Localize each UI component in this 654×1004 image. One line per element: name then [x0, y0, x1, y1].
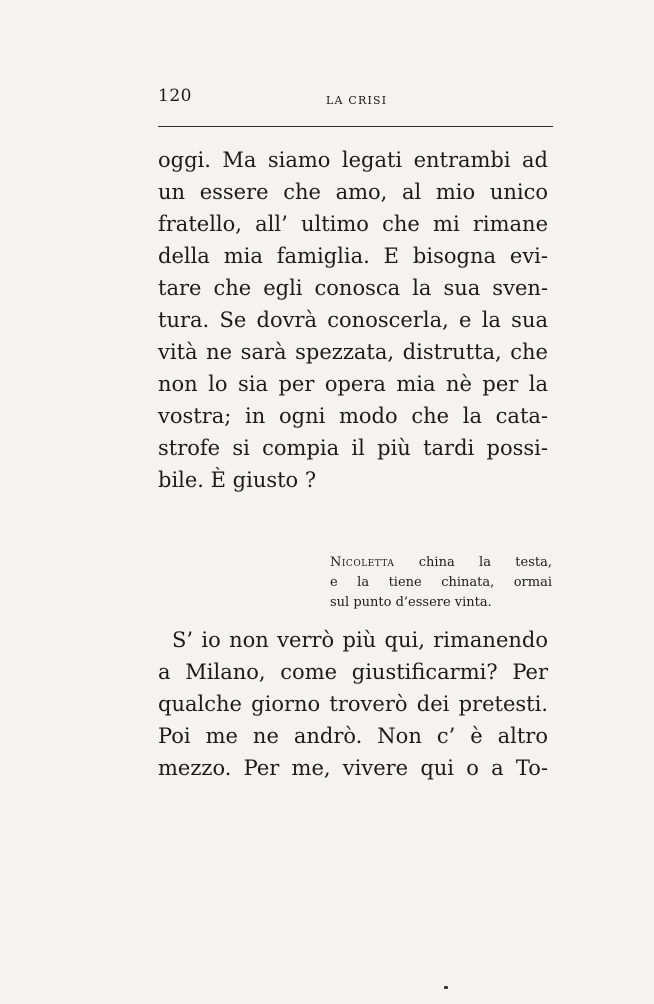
text-line: qualche giorno troverò dei pretesti.	[158, 692, 548, 716]
text-line: a Milano, come giustificarmi? Per	[158, 660, 548, 684]
running-title: LA CRISI	[326, 94, 388, 107]
text-line: oggi. Ma siamo legati entrambi ad	[158, 148, 548, 172]
stage-line: e la tiene chinata, ormai	[330, 575, 552, 590]
text-line: strofe si compia il più tardi possi-	[158, 436, 548, 460]
paragraph-1	[158, 144, 548, 496]
text-line: fratello, all’ ultimo che mi rimane	[158, 212, 548, 236]
text-line: mezzo. Per me, vivere qui o a To-	[158, 756, 548, 780]
text-line: tare che egli conosca la sua sven-	[158, 276, 548, 300]
text-line: non lo sia per opera mia nè per la	[158, 372, 548, 396]
text-line: bile. È giusto ?	[158, 468, 317, 492]
page-number: 120	[158, 86, 192, 106]
header-rule	[158, 126, 553, 127]
text-line: vità ne sarà spezzata, distrutta, che	[158, 340, 548, 364]
text-line: tura. Se dovrà conoscerla, e la sua	[158, 308, 548, 332]
stage-line	[330, 553, 552, 573]
stage-direction	[330, 553, 552, 613]
text-line: Poi me ne andrò. Non c’ è altro	[158, 724, 548, 748]
paragraph-2	[158, 624, 548, 784]
page-header	[158, 86, 553, 126]
stage-text: china la testa,	[394, 555, 552, 570]
text-line: S’ io non verrò più qui, rimanendo	[172, 628, 548, 652]
stage-line: sul punto d’essere vinta.	[330, 595, 492, 610]
text-line: della mia famiglia. E bisogna evi-	[158, 244, 548, 268]
text-line: vostra; in ogni modo che la cata-	[158, 404, 548, 428]
ink-speck	[444, 986, 448, 989]
text-line: un essere che amo, al mio unico	[158, 180, 548, 204]
speaker-name: Nicoletta	[330, 555, 395, 570]
